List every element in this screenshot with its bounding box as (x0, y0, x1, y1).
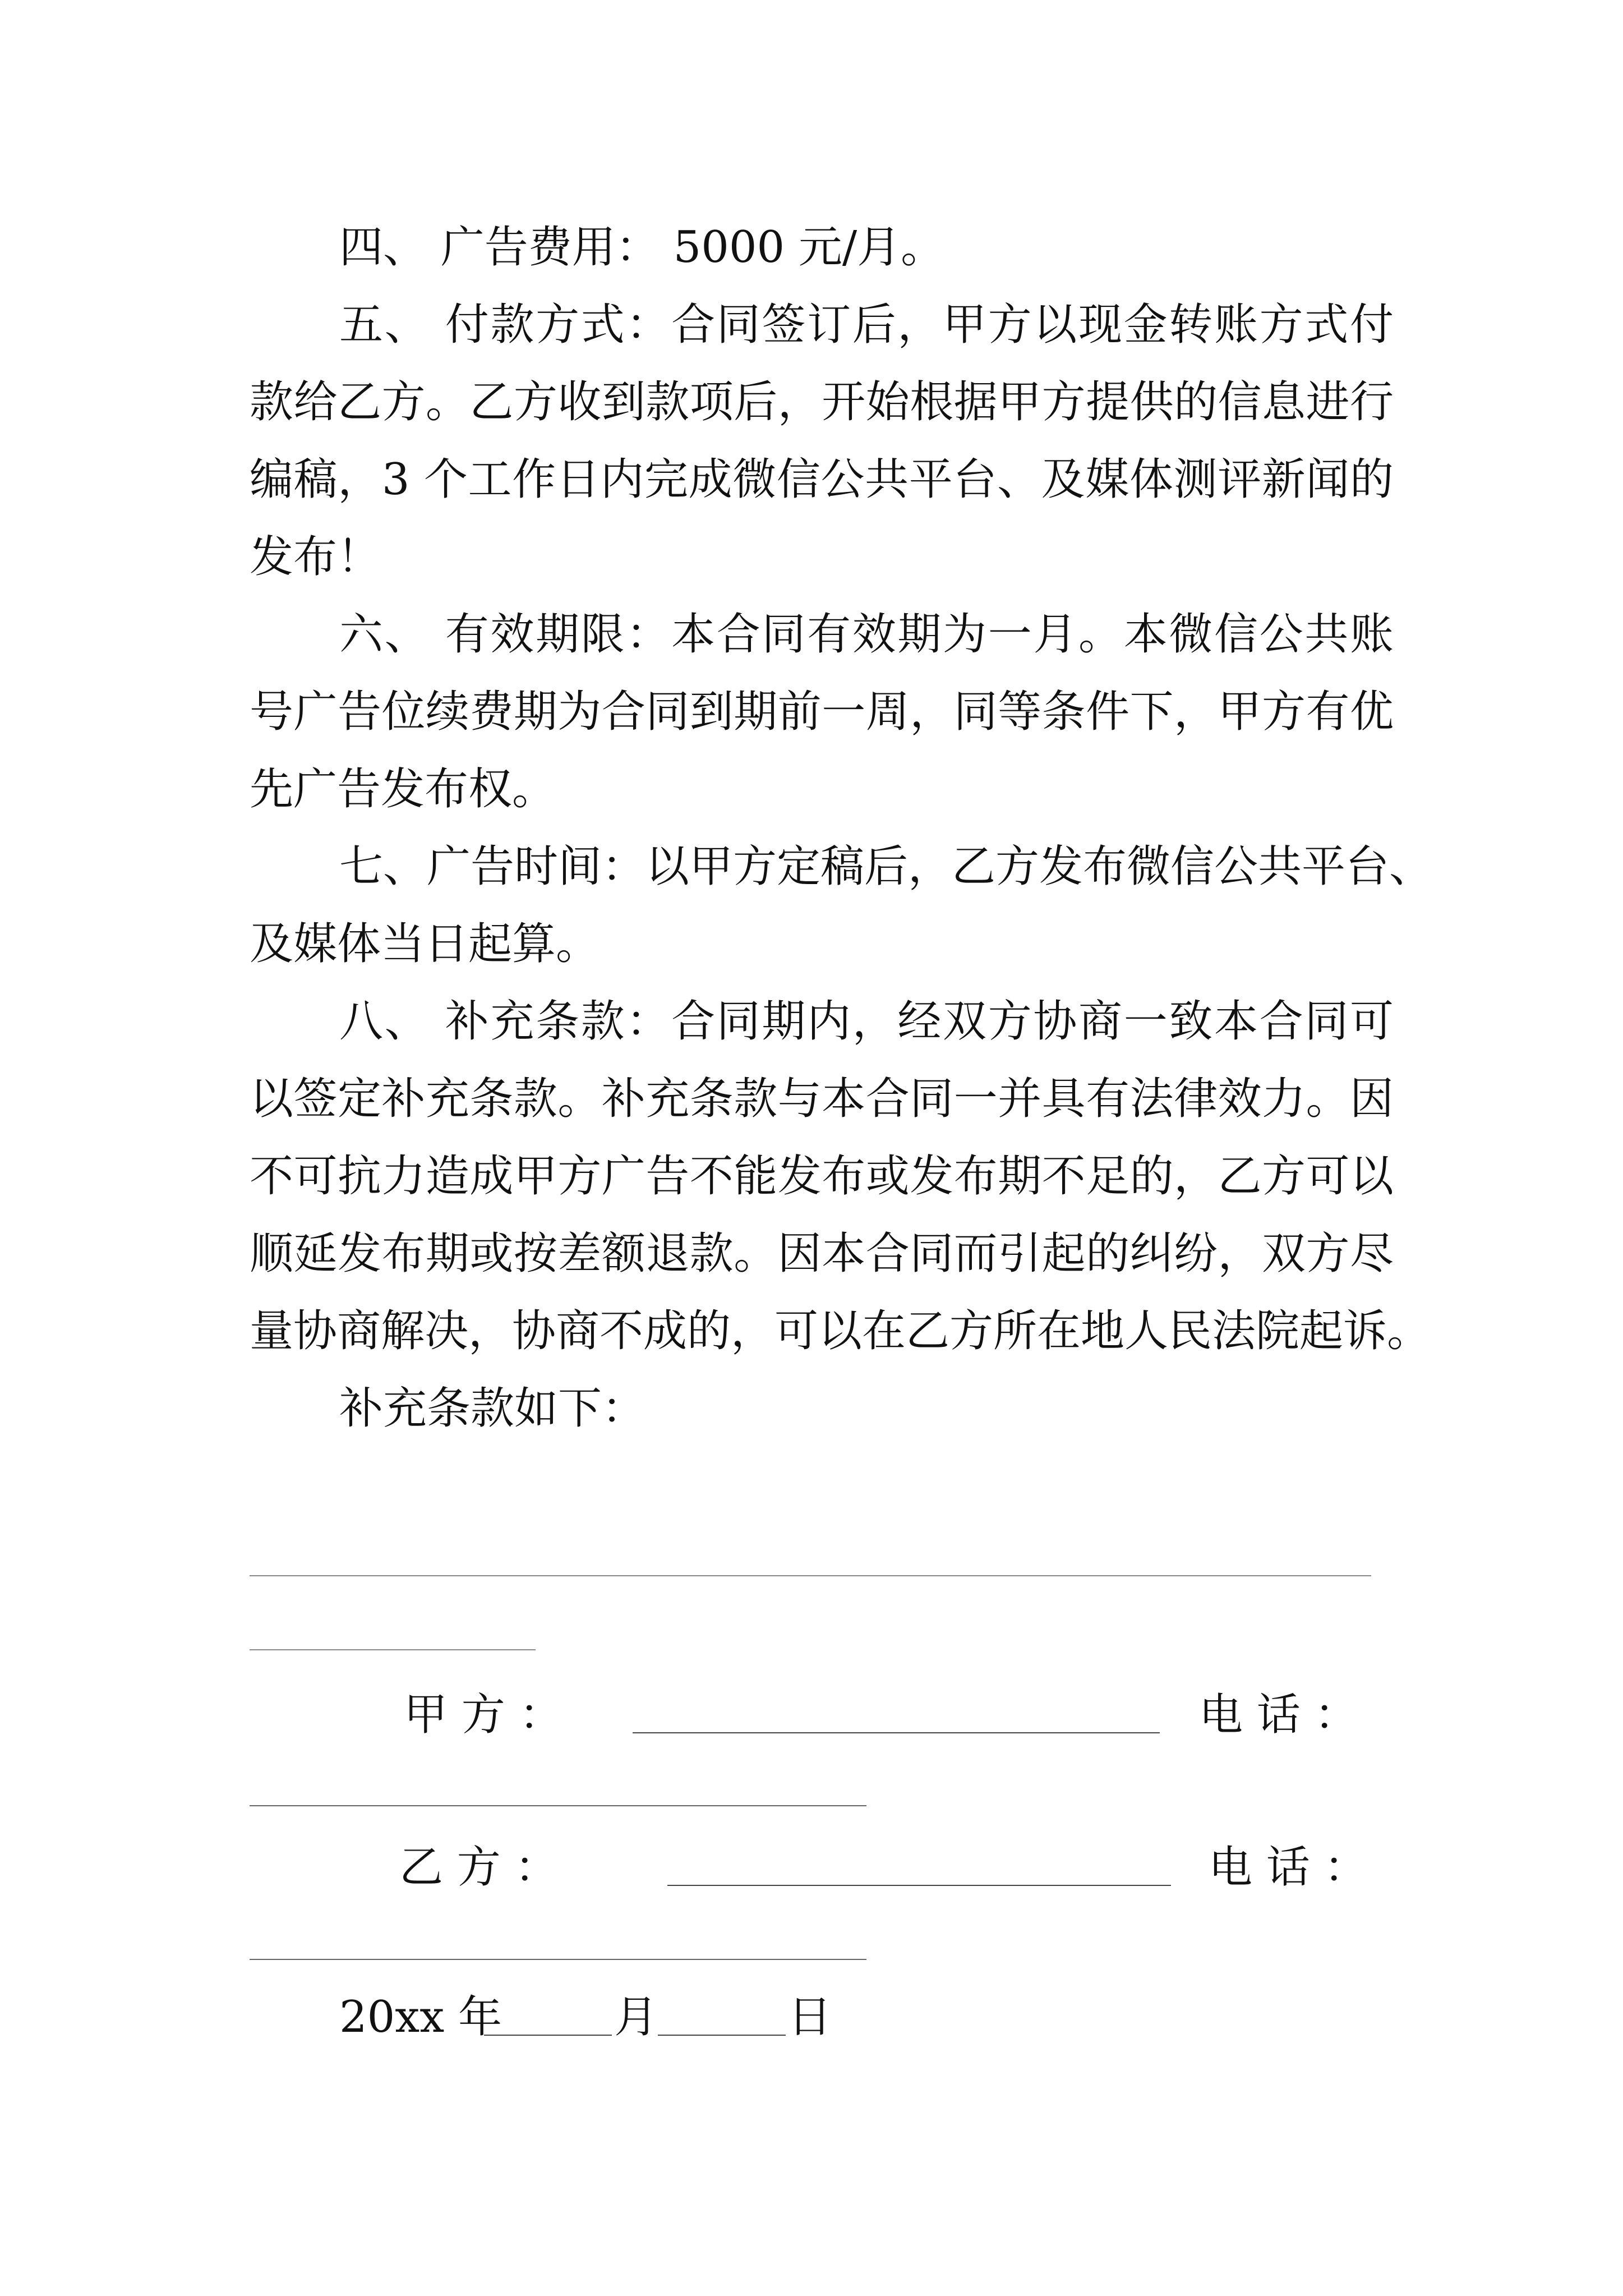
date-month-label: 月 (614, 1992, 658, 2042)
clause-6-line-1: 六、 有效期限：本合同有效期为一月。本微信公共账 (339, 609, 1394, 660)
clause-8-line-2: 以签定补充条款。补充条款与本合同一并具有法律效力。因 (250, 1074, 1394, 1124)
party-a-row (0, 1690, 1623, 1743)
clause-7-line-2: 及媒体当日起算。 (250, 919, 600, 969)
clause-8-line-4: 顺延发布期或按差额退款。因本合同而引起的纠纷，双方尽 (250, 1228, 1394, 1279)
date-day-label: 日 (788, 1992, 832, 2042)
party-a-phone-label: 电 话 ： (1199, 1690, 1358, 1740)
clause-5-line-4: 发布！ (250, 532, 381, 582)
date-day-blank (658, 2035, 786, 2036)
date-year: 20xx 年 (339, 1992, 502, 2042)
clause-6-line-3: 先广告发布权。 (250, 764, 556, 815)
clause-5-line-2: 款给乙方。乙方收到款项后，开始根据甲方提供的信息进行 (250, 377, 1394, 427)
party-b-row (0, 1842, 1623, 1896)
supplementary-heading: 补充条款如下： (339, 1383, 646, 1434)
party-a-signature-blank (633, 1732, 1160, 1733)
clause-7-line-1: 七、广告时间：以甲方定稿后，乙方发布微信公共平台、 (339, 841, 1433, 892)
party-b-signature-blank (667, 1885, 1171, 1886)
party-a-label: 甲 方 ： (404, 1690, 563, 1740)
party-b-phone-label: 电 话 ： (1209, 1842, 1368, 1893)
clause-6-line-2: 号广告位续费期为合同到期前一周，同等条件下，甲方有优 (250, 687, 1394, 737)
clause-5-line-3: 编稿，3 个工作日内完成微信公共平台、及媒体测评新闻的 (250, 454, 1394, 505)
date-line (339, 1992, 1012, 2046)
party-b-label: 乙 方 ： (399, 1842, 559, 1893)
clause-5-line-1: 五、 付款方式：合同签订后，甲方以现金转账方式付 (339, 300, 1394, 350)
date-month-blank (484, 2035, 612, 2036)
party-a-phone-blank (250, 1805, 866, 1806)
supplement-blank-line-1 (250, 1575, 1371, 1576)
clause-8-line-5: 量协商解决，协商不成的，可以在乙方所在地人民法院起诉。 (250, 1306, 1431, 1356)
clause-8-line-1: 八、 补充条款：合同期内，经双方协商一致本合同可 (339, 996, 1394, 1047)
clause-8-line-3: 不可抗力造成甲方广告不能发布或发布期不足的，乙方可以 (250, 1151, 1394, 1202)
party-b-phone-blank (250, 1959, 866, 1960)
clause-4-fee: 四、 广告费用： 5000 元/月。 (339, 222, 945, 273)
supplement-blank-line-2 (250, 1649, 536, 1650)
